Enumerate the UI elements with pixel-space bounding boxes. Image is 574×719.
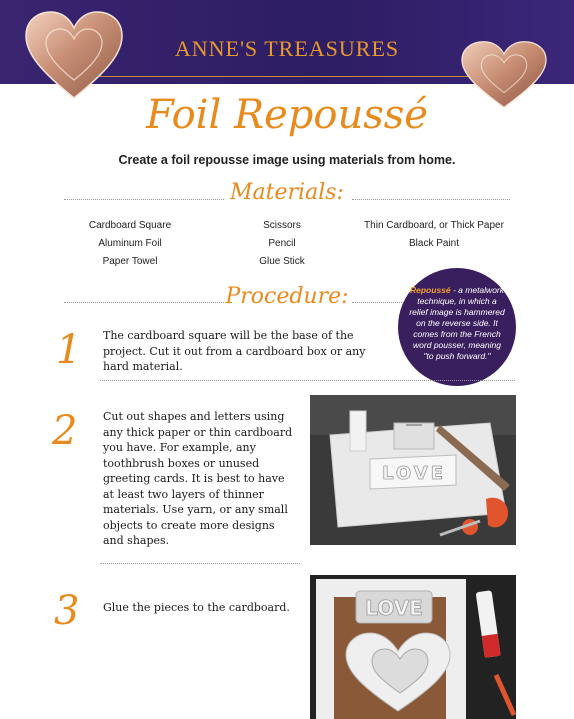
step-2-photo [310, 395, 516, 545]
material-item: Thin Cardboard, or Thick Paper [364, 220, 504, 231]
step-text: The cardboard square will be the base of the project. Cut it out from a cardboard box or any hard material. [103, 329, 366, 373]
header-rule [90, 76, 484, 77]
step-3-photo [310, 575, 516, 719]
material-item: Paper Towel [102, 256, 158, 267]
material-item: Pencil [268, 238, 296, 249]
step-number: 3 [54, 588, 80, 634]
materials-heading: Materials: [230, 180, 344, 205]
divider [352, 199, 510, 200]
definition-term: Repoussé [410, 285, 451, 295]
step-number: 1 [56, 327, 82, 373]
material-item: Glue Stick [259, 256, 305, 267]
material-item: Aluminum Foil [98, 238, 162, 249]
page-subtitle: Create a foil repousse image using materials from home. [118, 153, 456, 167]
page-title: Foil Repoussé [146, 92, 428, 138]
divider [100, 563, 300, 564]
divider [352, 302, 402, 303]
material-item: Black Paint [408, 238, 460, 249]
step-text: Cut out shapes and letters using any thick paper or thin cardboard you have. For example, any toothbrush boxes or unused greeting cards. It is best to have at least two layers of thinner materials. Use yarn, or any small objects to create more designs and shapes. [103, 410, 293, 547]
definition-text: - a metalwork technique, in which a relief image is hammered on the reverse side. It comes from the French word pousser, meaning "to push forward." [409, 285, 505, 361]
copper-heart-left-icon [24, 10, 124, 102]
divider [100, 380, 515, 381]
photo-love-text: LOVE [365, 596, 423, 620]
photo-love-text: LOVE [382, 463, 446, 484]
brand-name: ANNE'S TREASURES [174, 36, 400, 61]
step-number: 2 [52, 408, 78, 454]
material-item: Scissors [263, 220, 301, 231]
material-item: Cardboard Square [88, 220, 172, 231]
definition-badge [398, 268, 516, 386]
step-text: Glue the pieces to the cardboard. [103, 601, 290, 614]
procedure-heading: Procedure: [225, 284, 349, 309]
